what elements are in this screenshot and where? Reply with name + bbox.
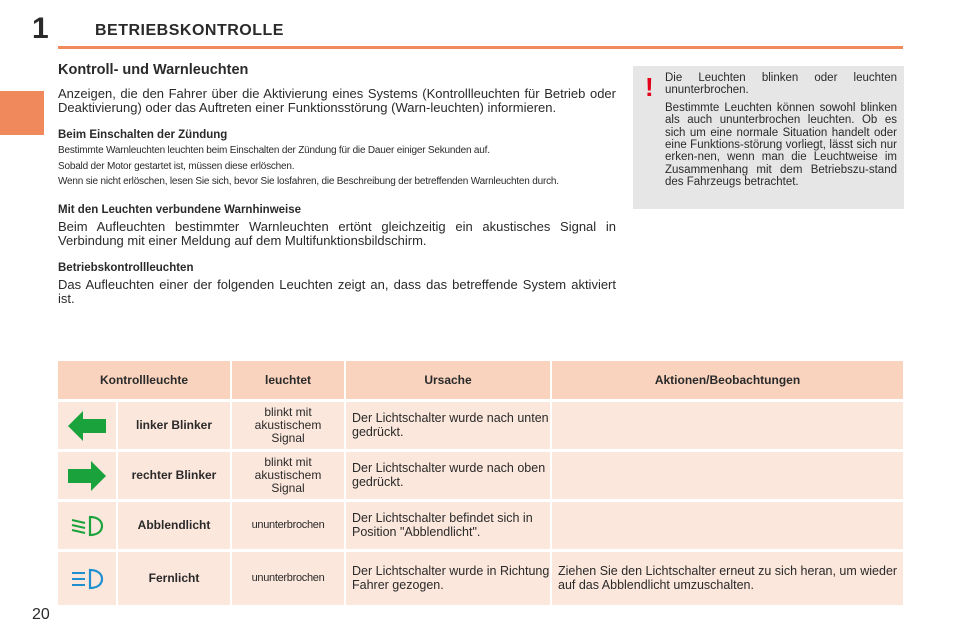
table-row-icon-cell [58,402,116,449]
cause-text: Der Lichtschalter wurde nach oben gedrückt. [346,452,550,499]
warning-box [633,66,904,209]
ignition-paragraph-3: Wenn sie nicht erlöschen, lesen Sie sich, bevor Sie losfahren, die Beschreibung der betreffenden Warnleuchten durch. [58,176,559,187]
indicator-name: Abblendlicht [118,502,230,549]
header-rule [58,46,903,49]
page-number: 20 [32,606,50,623]
indicator-name: rechter Blinker [118,452,230,499]
indicator-name: linker Blinker [118,402,230,449]
warnings-paragraph: Beim Aufleuchten bestimmter Warnleuchten ertönt gleichzeitig ein akustisches Signal in Verbindung mit einer Meldung auf dem Multifunktionsbildschirm. [58,218,616,248]
header-indicator: Kontrollleuchte [58,361,230,399]
chapter-number: 1 [32,12,49,45]
table-row-icon-cell [58,452,116,499]
intro-paragraph: Anzeigen, die den Fahrer über die Aktivierung eines Systems (Kontrollleuchten für Betrieb oder Deaktivierung) oder das Auftreten einer Funktionsstörung (Warn-leuchten) informieren. [58,86,616,115]
control-lamps-paragraph: Das Aufleuchten einer der folgenden Leuchten zeigt an, dass das betreffende System aktiviert ist. [58,276,616,306]
warning-paragraph-2: Bestimmte Leuchten können sowohl blinken als auch ununterbrochen leuchten. Ob es sich um eine normale Situation handelt oder eine Funktions-störung vorliegt, lässt sich nur erken-nen, wenn man die Leuchtweise im Zusammenhang mit dem Betriebszu-stand des Fahrzeugs betrachtet. [665,101,897,189]
action-text [552,452,903,499]
chapter-tab [0,91,44,135]
warning-paragraph-1: Die Leuchten blinken oder leuchten ununterbrochen. [665,72,897,97]
table-row-icon-cell [58,552,116,605]
main-content [58,62,616,306]
header-actions: Aktionen/Beobachtungen [552,361,903,399]
cause-text: Der Lichtschalter wurde in Richtung Fahrer gezogen. [346,552,550,605]
indicator-name: Fernlicht [118,552,230,605]
lights-mode: blinkt mit akustischem Signal [232,402,344,449]
left-arrow-icon [68,411,106,441]
ignition-paragraph-2: Sobald der Motor gestartet ist, müssen diese erlöschen. [58,160,295,172]
action-text: Ziehen Sie den Lichtschalter erneut zu sich heran, um wieder auf das Abblendlicht umzuschalten. [552,552,903,605]
section-title: Kontroll- und Warnleuchten [58,62,249,78]
control-lamps-heading: Betriebskontrollleuchten [58,261,194,274]
header-cause: Ursache [346,361,550,399]
ignition-heading: Beim Einschalten der Zündung [58,129,228,141]
right-arrow-icon [68,461,106,491]
warnings-heading: Mit den Leuchten verbundene Warnhinweise [58,203,302,216]
lights-mode: blinkt mit akustischem Signal [232,452,344,499]
high-beam-icon [70,567,104,591]
chapter-title: BETRIEBSKONTROLLE [95,22,284,39]
table-row-icon-cell [58,502,116,549]
action-text [552,502,903,549]
lights-mode: ununterbrochen [232,502,344,549]
low-beam-icon [70,514,104,538]
action-text [552,402,903,449]
indicator-table [58,361,903,605]
ignition-paragraph-1: Bestimmte Warnleuchten leuchten beim Einschalten der Zündung für die Dauer einiger Sekunden auf. [58,145,490,156]
header-lights: leuchtet [232,361,344,399]
cause-text: Der Lichtschalter wurde nach unten gedrückt. [346,402,550,449]
exclamation-icon: ! [645,72,654,102]
cause-text: Der Lichtschalter befindet sich in Position "Abblendlicht". [346,502,550,549]
lights-mode: ununterbrochen [232,552,344,605]
